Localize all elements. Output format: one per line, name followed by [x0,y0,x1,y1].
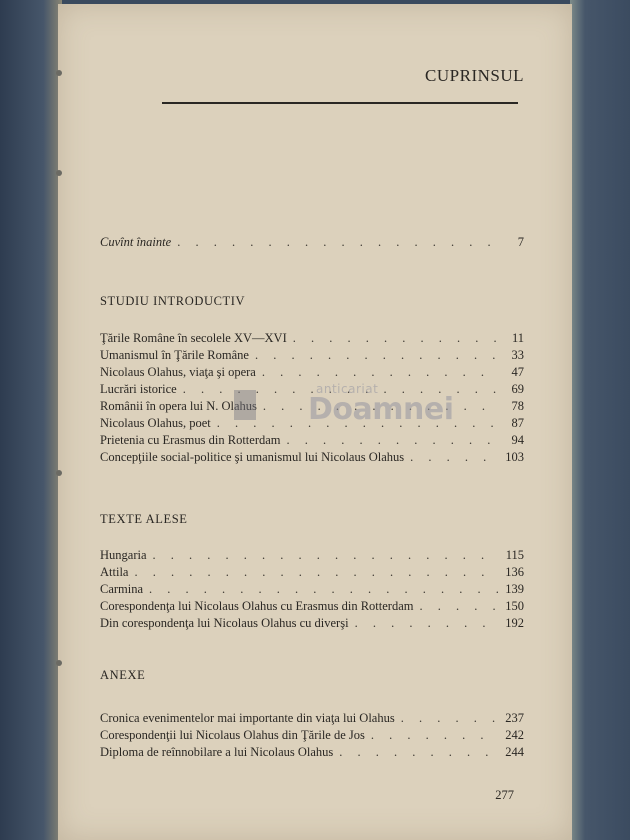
leader-dots [255,347,498,363]
title-rule [162,102,518,104]
toc-entry-foreword [100,234,524,250]
entry-page: 242 [505,728,524,742]
entry-page: 115 [505,548,524,562]
toc-entry [100,710,524,726]
entry-label: Carmina [100,582,144,596]
entry-label: Diploma de reînnobilare a lui Nicolaus Olahus [100,745,334,759]
toc-entry [100,364,524,380]
entry-page: 150 [505,599,524,613]
entry-page: 69 [511,382,524,396]
entry-page: 192 [505,616,524,630]
entry-page: 136 [505,565,524,579]
leader-dots [287,432,498,448]
entry-page: 78 [511,399,524,413]
binding-hole [56,470,62,476]
toc-entry [100,330,524,346]
entry-label: Nicolaus Olahus, viaţa şi opera [100,365,256,379]
entry-label: Cronica evenimentelor mai importante din viaţa lui Olahus [100,711,395,725]
leader-dots [410,449,498,465]
leader-dots [371,727,498,743]
section-heading-studiu: STUDIU INTRODUCTIV [100,294,246,308]
toc-entry [100,347,524,363]
section-heading-texte: TEXTE ALESE [100,512,188,526]
book-page [58,4,572,840]
entry-label: Corespondenţii lui Nicolaus Olahus din Ţările de Jos [100,728,365,742]
leader-dots [153,547,498,563]
page-number: 277 [495,788,514,802]
toc-entry [100,449,524,465]
entry-label: Umanismul în Ţările Române [100,348,249,362]
entry-page: 244 [505,745,524,759]
toc-entry [100,581,524,597]
entry-label: Ţările Române în secolele XV—XVI [100,331,287,345]
toc-entry [100,615,524,631]
toc-entry [100,727,524,743]
leader-dots [134,564,498,580]
toc-entry [100,744,524,760]
leader-dots [419,598,498,614]
watermark-big-text: Doamnei [308,392,454,427]
entry-label: Lucrări istorice [100,382,177,396]
entry-label: Concepţiile social-politice şi umanismul lui Nicolaus Olahus [100,450,405,464]
entry-page: 237 [505,711,524,725]
entry-page: 103 [505,450,524,464]
entry-label: Hungaria [100,548,147,562]
watermark-small-text: anticariat [316,382,379,396]
watermark [234,382,454,432]
entry-label: Din corespondenţa lui Nicolaus Olahus cu diverşi [100,616,349,630]
leader-dots [177,234,498,250]
background-left [0,0,62,840]
entry-page: 87 [511,416,524,430]
binding-hole [56,170,62,176]
entry-page: 11 [511,331,524,345]
entry-page: 47 [511,365,524,379]
leader-dots [262,364,498,380]
toc-entry [100,547,524,563]
leader-dots [401,710,498,726]
background-right [570,0,630,840]
entry-page: 33 [511,348,524,362]
entry-label: Prietenia cu Erasmus din Rotterdam [100,433,281,447]
entry-page: 94 [511,433,524,447]
entry-label: Nicolaus Olahus, poet [100,416,211,430]
toc-entry [100,564,524,580]
binding-hole [56,660,62,666]
entry-label: Cuvînt înainte [100,235,172,249]
toc-entry [100,432,524,448]
watermark-logo-icon [234,390,256,420]
entry-label: Attila [100,565,129,579]
page-title: CUPRINSUL [425,66,524,85]
leader-dots [339,744,498,760]
entry-label: Românii în opera lui N. Olahus [100,399,257,413]
binding-hole [56,70,62,76]
leader-dots [355,615,498,631]
entry-page: 139 [505,582,524,596]
leader-dots [149,581,498,597]
leader-dots [293,330,498,346]
entry-label: Corespondenţa lui Nicolaus Olahus cu Erasmus din Rotterdam [100,599,414,613]
toc-entry [100,598,524,614]
entry-page: 7 [517,235,524,249]
section-heading-anexe: ANEXE [100,668,146,682]
